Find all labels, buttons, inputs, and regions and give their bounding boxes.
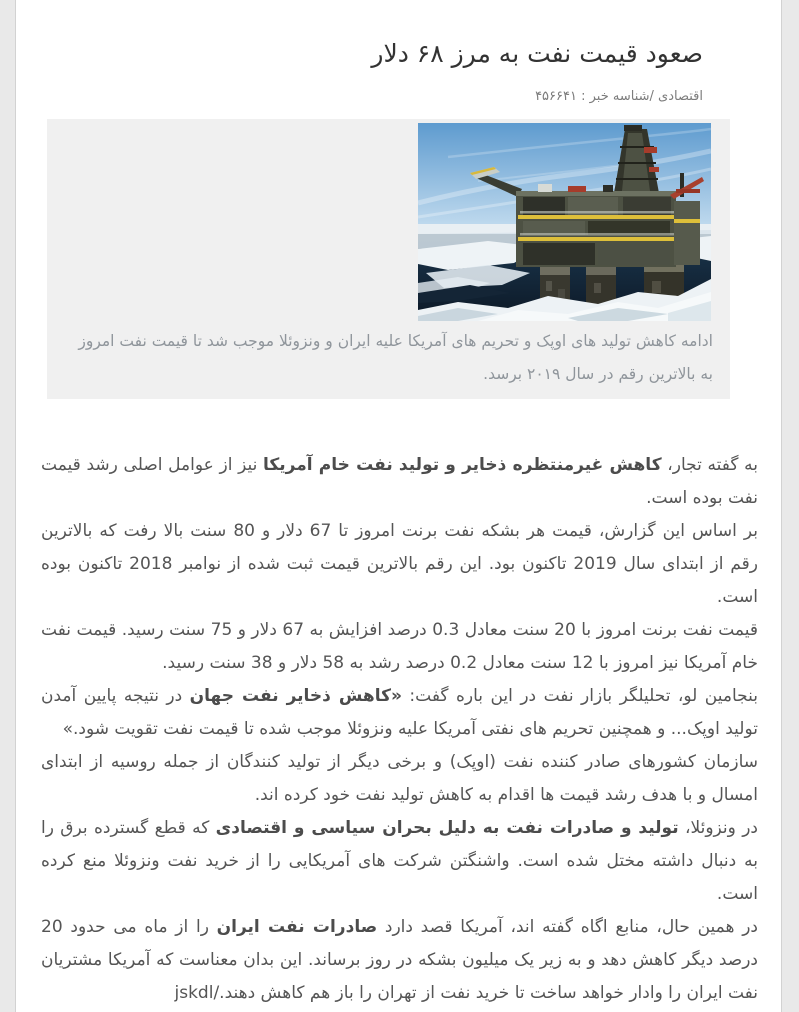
paragraph-text: بنجامین لو، تحلیلگر بازار نفت در این باره گفت: [401,686,758,706]
oil-platform-photo [418,123,711,321]
article-paragraph [41,746,758,812]
article-title: صعود قیمت نفت به مرز ۶۸ دلار [371,39,703,68]
paragraph-bold-text: کاهش غیرمنتظره ذخایر و تولید نفت خام آمریکا [263,455,662,475]
article-paragraph [41,911,758,1010]
paragraph-text: به گفته تجار، [661,455,758,475]
article-paragraph [41,515,758,614]
article-page [15,0,782,1012]
oil-platform-illustration [418,123,711,321]
article-header [16,0,781,104]
paragraph-bold-text: صادرات نفت ایران [216,917,378,937]
paragraph-bold-text: «کاهش ذخایر نفت جهان [189,686,402,706]
paragraph-text: را از ماه می حدود 20 درصد دیگر کاهش دهد و به زیر یک میلیون بشکه در روز برساند. این بدان معناست که آمریکا مشتریان نفت ایران را وادار خواهد ساخت تا خرید نفت از تهران را باز هم کاهش دهند./jskdl [41,917,758,1003]
paragraph-text: قیمت نفت برنت امروز با 20 سنت معادل 0.3 درصد افزایش به 67 دلار و 75 سنت رسید. قیمت نفت خام آمریکا نیز امروز با 12 سنت معادل 0.2 درصد رشد به 58 دلار و 38 سنت رسید. [41,620,758,673]
paragraph-text: سازمان کشورهای صادر کننده نفت (اوپک) و برخی دیگر از تولید کنندگان از جمله روسیه از ابتدای امسال و با هدف رشد قیمت ها اقدام به کاهش تولید نفت خود کرده اند. [41,752,758,805]
article-figure [47,119,730,399]
paragraph-text: بر اساس این گزارش، قیمت هر بشکه نفت برنت امروز تا 67 دلار و 80 سنت بالا رفت که بالاترین رقم از ابتدای سال 2019 تاکنون بود. این رقم بالاترین قیمت ثبت شده از نوامبر 2018 تاکنون بوده است. [41,521,758,607]
paragraph-text: نیز از عوامل اصلی رشد قیمت نفت بوده است. [41,455,758,508]
paragraph-text: در همین حال، منابع اگاه گفته اند، آمریکا قصد دارد [377,917,758,937]
article-paragraph [41,449,758,515]
article-meta: اقتصادی /شناسه خبر : ۴۵۶۶۴۱ [535,89,703,104]
paragraph-bold-text: تولید و صادرات نفت به دلیل بحران سیاسی و اقتصادی [215,818,679,838]
article-paragraph [41,680,758,746]
article-paragraph [41,812,758,911]
paragraph-text: که قطع گسترده برق را به دنبال داشته مختل شده است. واشنگتن شرکت های آمریکایی را از خرید نفت ونزوئلا منع کرده است. [41,818,758,904]
paragraph-text: در ونزوئلا، [678,818,758,838]
paragraph-text: در نتیجه پایین آمدن تولید اوپک... و همچنین تحریم های نفتی آمریکا علیه ونزوئلا موجب شده تا قیمت نفت تقویت شود.» [41,686,758,739]
article-paragraph [41,614,758,680]
article-body [16,449,781,1010]
photo-caption: ادامه کاهش تولید های اوپک و تحریم های آمریکا علیه ایران و ونزوئلا موجب شد تا قیمت نفت امروز به بالاترین رقم در سال ۲۰۱۹ برسد. [78,332,713,383]
